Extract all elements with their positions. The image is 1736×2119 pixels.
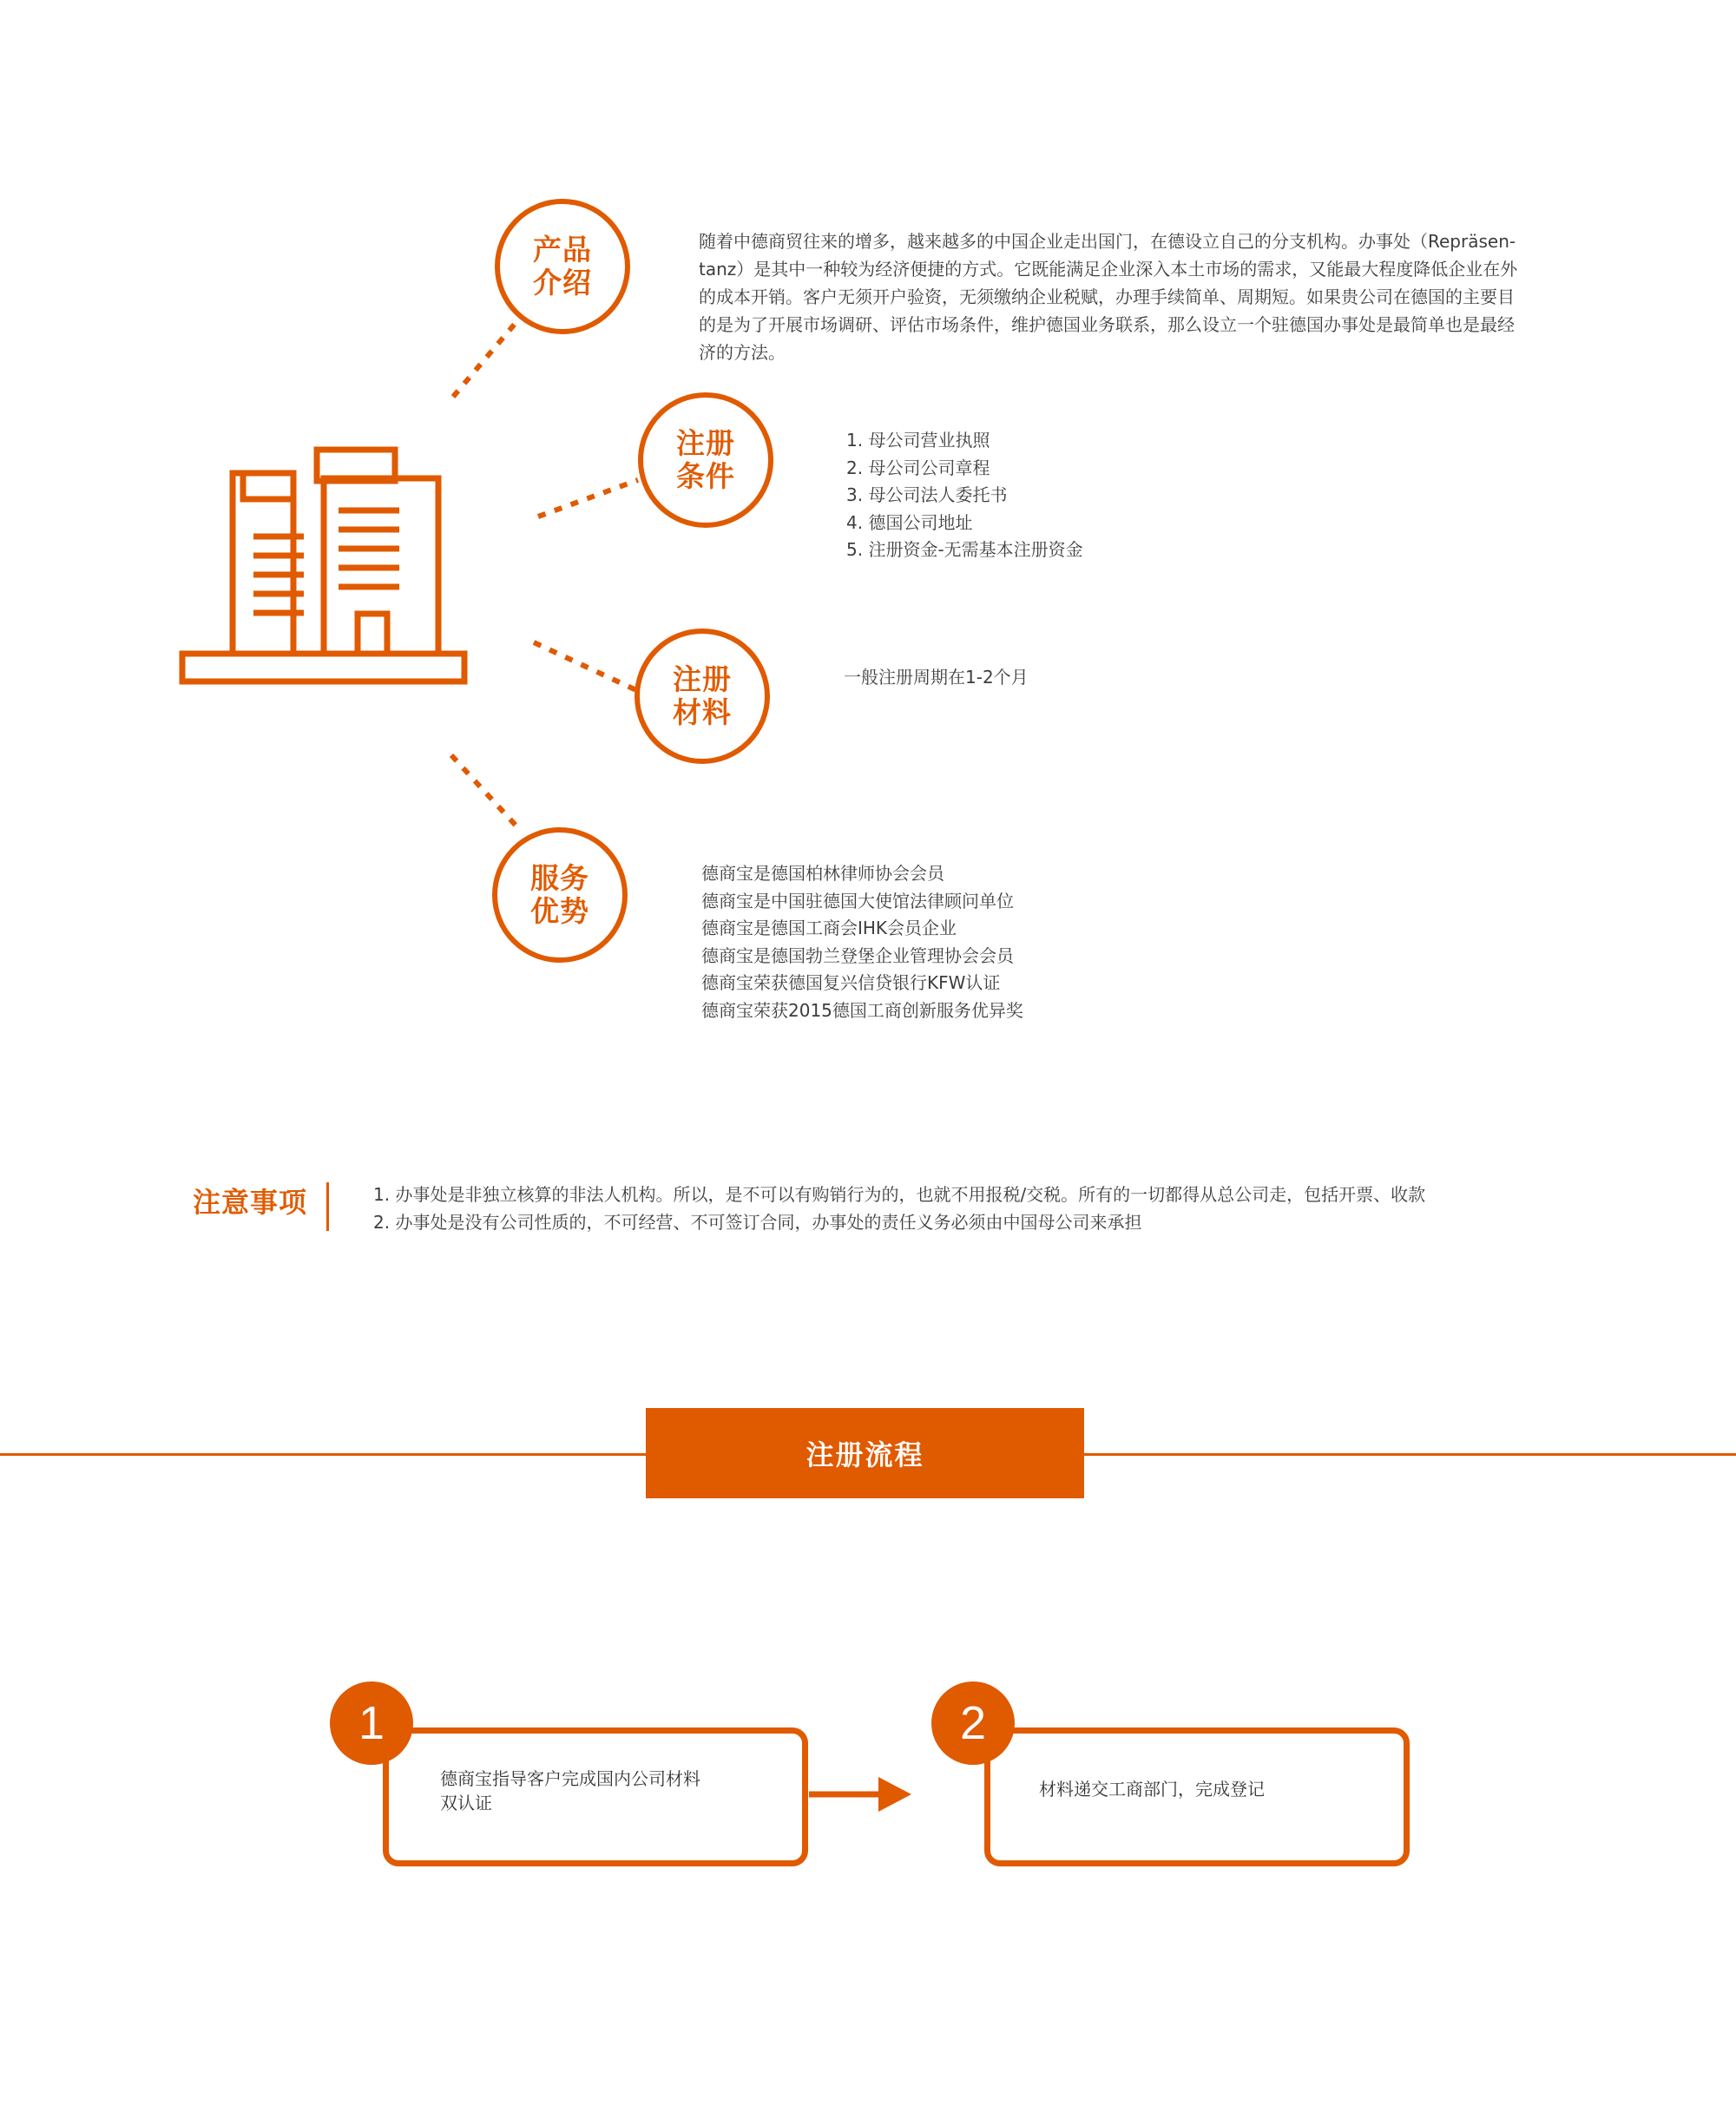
list-item: 1. 母公司营业执照 xyxy=(846,430,990,451)
topic-label: 产品 介绍 xyxy=(533,233,592,299)
list-item: 德商宝是德国柏林律师协会会员 xyxy=(701,863,944,884)
topic-label: 服务 优势 xyxy=(530,861,589,928)
list-item: 1. 办事处是非独立核算的非法人机构。所以，是不可以有购销行为的，也就不用报税/交税。所有的一切都得从总公司走，包括开票、收款 xyxy=(373,1184,1426,1205)
notice-divider xyxy=(326,1182,329,1231)
notice-list xyxy=(373,1181,1425,1236)
connector-materials xyxy=(534,642,636,690)
list-item: 德商宝荣获2015德国工商创新服务优异奖 xyxy=(701,999,1023,1021)
intro-paragraph xyxy=(699,227,1517,366)
topic-circle-conditions xyxy=(638,392,773,528)
topic-label: 注册 条件 xyxy=(676,426,735,493)
step-number-badge: 1 xyxy=(330,1681,413,1765)
conditions-list xyxy=(846,427,1083,564)
intro-line: 的成本开销。客户无须开户验资，无须缴纳企业税赋，办理手续简单、周期短。如果贵公司在德国的主要目 xyxy=(699,286,1515,307)
intro-line: tanz）是其中一种较为经济便捷的方式。它既能满足企业深入本土市场的需求，又能最大程度降低企业在外 xyxy=(699,259,1518,280)
topic-circle-intro xyxy=(495,199,630,334)
intro-line: 随着中德商贸往来的增多，越来越多的中国企业走出国门，在德设立自己的分支机构。办事处（Repräsen- xyxy=(699,231,1516,252)
step-card-2 xyxy=(984,1727,1410,1866)
list-item: 3. 母公司法人委托书 xyxy=(846,484,1008,505)
list-item: 2. 办事处是没有公司性质的，不可经营、不可签订合同，办事处的责任义务必须由中国母公司来承担 xyxy=(373,1212,1142,1233)
arrow-right-icon xyxy=(809,1774,913,1814)
connector-intro xyxy=(453,317,521,397)
advantages-list xyxy=(701,860,1023,1024)
step-card-1 xyxy=(383,1727,808,1866)
connector-advantages xyxy=(451,755,519,829)
intro-line: 济的方法。 xyxy=(699,342,786,363)
connector-conditions xyxy=(538,480,638,517)
list-item: 5. 注册资金-无需基本注册资金 xyxy=(846,539,1083,560)
step-number-badge: 2 xyxy=(931,1681,1015,1765)
list-item: 德商宝是中国驻德国大使馆法律顾问单位 xyxy=(701,890,1014,911)
list-item: 德商宝荣获德国复兴信贷银行KFW认证 xyxy=(701,972,1001,993)
topic-label: 注册 材料 xyxy=(673,662,732,729)
step-text: 材料递交工商部门，完成登记 xyxy=(1039,1779,1265,1800)
list-item: 德商宝是德国勃兰登堡企业管理协会会员 xyxy=(701,944,1014,966)
materials-text: 一般注册周期在1-2个月 xyxy=(844,667,1029,688)
topic-circle-materials xyxy=(635,628,770,764)
section-title: 注册流程 xyxy=(806,1438,924,1471)
list-item: 2. 母公司公司章程 xyxy=(846,457,990,478)
section-header xyxy=(646,1408,1084,1498)
intro-line: 的是为了开展市场调研、评估市场条件，维护德国业务联系，那么设立一个驻德国办事处是最简单也是最经 xyxy=(699,314,1515,335)
list-item: 4. 德国公司地址 xyxy=(846,511,973,533)
step-text: 德商宝指导客户完成国内公司材料 双认证 xyxy=(440,1768,700,1813)
notice-title: 注意事项 xyxy=(193,1186,308,1219)
topic-circle-advantages xyxy=(492,827,628,963)
list-item: 德商宝是德国工商会IHK会员企业 xyxy=(701,918,957,938)
